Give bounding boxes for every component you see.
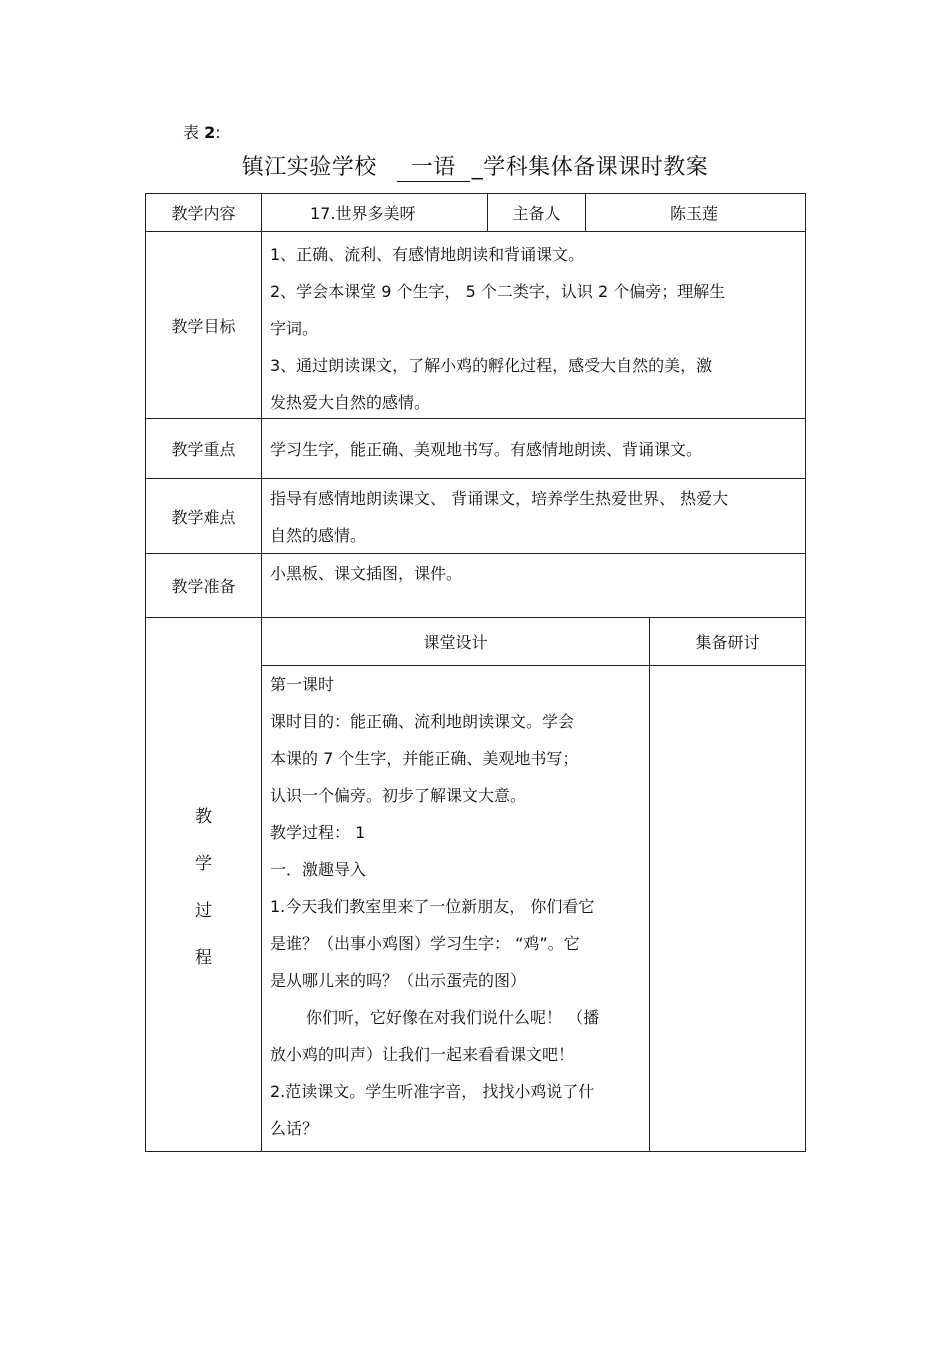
difficulties-text-cell [262, 479, 806, 554]
content-label: 教学内容 [171, 204, 236, 223]
design-line: 是谁？（出事小鸡图）学习生字： “鸡”。它 [270, 934, 580, 953]
preparation-label: 教学准备 [171, 577, 236, 596]
design-line: 么话？ [270, 1119, 319, 1138]
process-label-char: 教 [195, 806, 212, 827]
difficulties-label-cell [146, 479, 262, 554]
table-number-label [183, 120, 221, 143]
preparer-value-cell [586, 194, 806, 232]
key-points-label: 教学重点 [171, 440, 236, 459]
key-points-label-cell [146, 419, 262, 479]
design-line: 2.范读课文。学生听准字音， 找找小鸡说了什 [270, 1082, 595, 1101]
design-line: 课时目的：能正确、流利地朗读课文。学会 [270, 712, 575, 731]
title-subject: 一语 [397, 150, 470, 182]
process-label-char: 程 [195, 947, 212, 968]
table-number: 2 [204, 123, 216, 142]
design-line: 第一课时 [270, 675, 335, 694]
table-number-prefix: 表 [183, 123, 205, 142]
goal-line: 发热爱大自然的感情。 [270, 393, 431, 412]
goal-line: 字词。 [270, 319, 319, 338]
key-points-text: 学习生字，能正确、美观地书写。有感情地朗读、背诵课文。 [270, 440, 703, 459]
difficulty-line: 自然的感情。 [270, 526, 367, 545]
preparation-text: 小黑板、课文插图，课件。 [270, 564, 463, 583]
content-label-cell [146, 194, 262, 232]
design-header: 课堂设计 [423, 633, 488, 652]
title-school: 镇江实验学校 [241, 155, 377, 180]
difficulties-label: 教学难点 [171, 507, 236, 527]
goal-line: 2、学会本课堂 9 个生字， 5 个二类字，认识 2 个偏旁；理解生 [270, 282, 726, 301]
design-line: 认识一个偏旁。初步了解课文大意。 [270, 786, 527, 805]
goals-text-cell [262, 232, 806, 419]
preparer-label: 主备人 [512, 204, 561, 223]
design-line: 1.今天我们教室里来了一位新朋友， 你们看它 [270, 897, 595, 916]
goal-line: 3、通过朗读课文，了解小鸡的孵化过程，感受大自然的美，激 [270, 356, 713, 375]
design-header-cell [262, 618, 650, 666]
discussion-notes-cell [650, 666, 806, 1152]
goal-line: 1、正确、流利、有感情地朗读和背诵课文。 [270, 245, 585, 264]
discussion-header: 集备研讨 [695, 633, 760, 652]
difficulty-line: 指导有感情地朗读课文、 背诵课文，培养学生热爱世界、 热爱大 [270, 489, 729, 508]
preparer-label-cell [488, 194, 586, 232]
design-line: 是从哪儿来的吗？（出示蛋壳的图） [270, 971, 527, 990]
content-value: 17.世界多美呀 [310, 204, 416, 223]
preparer-value: 陈玉莲 [670, 204, 719, 223]
lesson-plan-table [145, 193, 806, 1152]
process-label-char: 学 [195, 853, 212, 874]
preparation-text-cell [262, 554, 806, 618]
content-value-cell [262, 194, 488, 232]
table-number-suffix: : [215, 123, 221, 142]
document-title [0, 150, 950, 182]
design-line: 本课的 7 个生字，并能正确、美观地书写； [270, 749, 579, 768]
title-rest: _学科集体备课课时教案 [471, 155, 709, 180]
design-line: 放小鸡的叫声）让我们一起来看看课文吧！ [270, 1045, 575, 1064]
design-text-cell [262, 666, 650, 1152]
preparation-label-cell [146, 554, 262, 618]
design-line: 你们听，它好像在对我们说什么呢！ （播 [306, 1008, 600, 1027]
discussion-header-cell [650, 618, 806, 666]
design-line: 一．激趣导入 [270, 860, 367, 879]
goals-label-cell [146, 232, 262, 419]
process-label-cell [146, 618, 262, 1152]
design-line: 教学过程： 1 [270, 823, 366, 842]
process-label-char: 过 [195, 900, 212, 921]
key-points-text-cell [262, 419, 806, 479]
goals-label: 教学目标 [171, 316, 236, 336]
